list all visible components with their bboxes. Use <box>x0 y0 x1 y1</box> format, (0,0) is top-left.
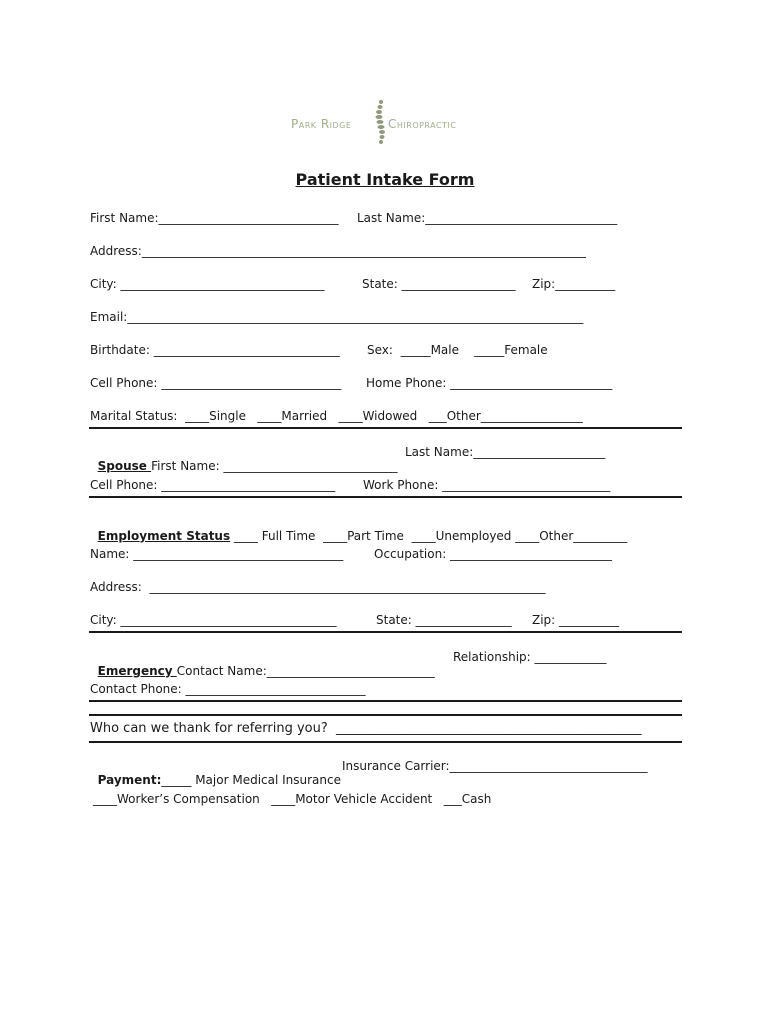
section-divider <box>89 700 682 702</box>
spouse-cell-phone-field[interactable]: Cell Phone: _____________________________ <box>90 478 336 492</box>
employer-city-field[interactable]: City: ____________________________________ <box>90 613 337 627</box>
employer-name-field[interactable]: Name: ___________________________________ <box>90 547 344 561</box>
email-field[interactable]: Email:____________________________________________________________________________ <box>90 310 584 324</box>
insurance-carrier-field[interactable]: Insurance Carrier:_________________________________ <box>342 759 648 773</box>
spouse-last-name-field[interactable]: Last Name:______________________ <box>405 445 606 459</box>
marital-status-field[interactable]: Marital Status: ____Single ____Married ____Widowed ___Other_________________ <box>90 409 583 423</box>
section-divider <box>89 496 682 498</box>
emergency-contact-name-field[interactable]: Contact Name:____________________________ <box>176 664 435 678</box>
employment-status-row <box>90 515 627 543</box>
zip-field[interactable]: Zip:__________ <box>532 277 616 291</box>
logo-text-left: Park Ridge <box>291 117 352 131</box>
section-divider <box>89 427 682 429</box>
payment-row <box>90 759 341 787</box>
logo-text-right: Chiropractic <box>388 117 457 131</box>
spouse-first-name-field[interactable]: First Name: _____________________________ <box>151 459 398 473</box>
state-field[interactable]: State: ___________________ <box>362 277 516 291</box>
last-name-field[interactable]: Last Name:________________________________ <box>357 211 618 225</box>
home-phone-field[interactable]: Home Phone: ___________________________ <box>366 376 613 390</box>
employer-state-field[interactable]: State: ________________ <box>376 613 512 627</box>
emergency-contact-phone-field[interactable]: Contact Phone: ______________________________ <box>90 682 366 696</box>
spouse-work-phone-field[interactable]: Work Phone: ____________________________ <box>363 478 611 492</box>
employer-address-field[interactable]: Address: __________________________________________________________________ <box>90 580 546 594</box>
cell-phone-field[interactable]: Cell Phone: ______________________________ <box>90 376 342 390</box>
payment-options[interactable]: ____Worker’s Compensation ____Motor Vehicle Accident ___Cash <box>93 792 492 806</box>
major-medical-option[interactable]: _____ Major Medical Insurance <box>161 773 341 787</box>
payment-label: Payment: <box>97 773 162 787</box>
sex-field[interactable]: Sex: _____Male _____Female <box>367 343 548 357</box>
address-field[interactable]: Address:__________________________________________________________________________ <box>90 244 586 258</box>
employment-status-label: Employment Status <box>97 529 231 543</box>
emergency-contact-row <box>90 650 435 678</box>
birthdate-field[interactable]: Birthdate: _______________________________ <box>90 343 340 357</box>
spouse-first-name-row <box>90 445 397 473</box>
relationship-field[interactable]: Relationship: ____________ <box>453 650 607 664</box>
city-field[interactable]: City: __________________________________ <box>90 277 325 291</box>
emergency-label: Emergency <box>97 664 177 678</box>
first-name-field[interactable]: First Name:______________________________ <box>90 211 339 225</box>
employment-status-options[interactable]: ____ Full Time ____Part Time ____Unemployed ____Other_________ <box>230 529 628 543</box>
section-divider <box>89 631 682 633</box>
referral-field[interactable]: Who can we thank for referring you? _______________________________________________ <box>90 721 642 736</box>
section-divider <box>89 741 682 743</box>
occupation-field[interactable]: Occupation: ___________________________ <box>374 547 613 561</box>
spouse-label: Spouse <box>97 459 152 473</box>
employer-zip-field[interactable]: Zip: __________ <box>532 613 620 627</box>
section-divider <box>89 714 682 716</box>
page-title: Patient Intake Form <box>295 170 475 189</box>
